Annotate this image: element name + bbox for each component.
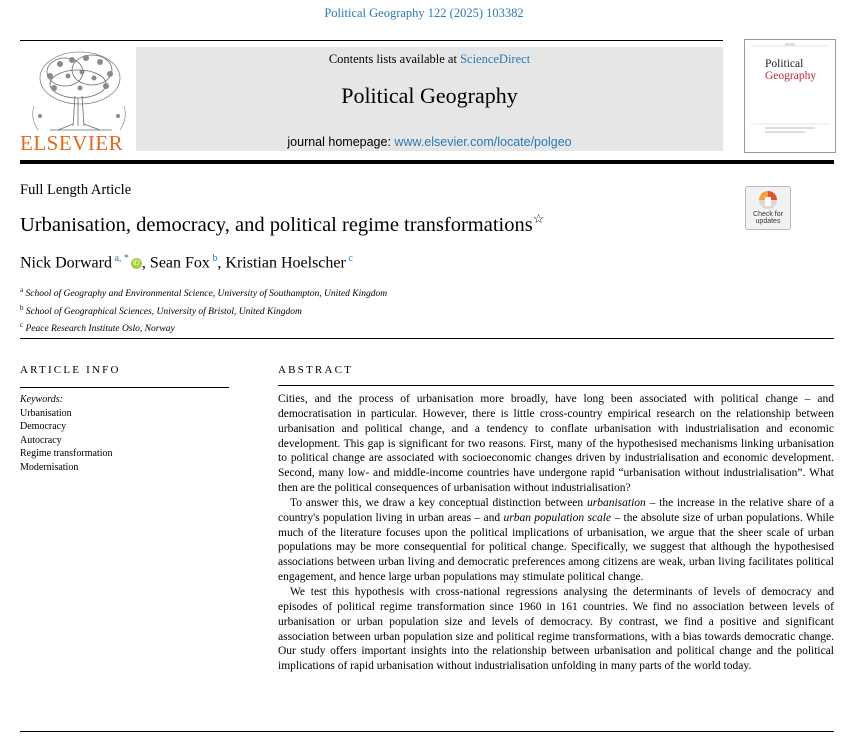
author-sup-text: b (212, 253, 218, 264)
keyword-item: Regime transformation (20, 448, 113, 459)
journal-title: Political Geography (341, 83, 518, 108)
elsevier-tree-logo (20, 46, 138, 134)
abstract-paragraph: Cities, and the process of urbanisation more broadly, have long been associated with political change – and democratisation in particular. However, there is little cross-country empirical research on the relationship between urbanisation and political change, and a tendency to conflate urbanisation with industrialisation and economic development. This gap is significant for two reasons. First, many of the hypothesised mechanisms linking urbanisation to political change are associated with socioeconomic changes driven by industrialisation and economic development. Second, many low- and middle-income countries have undergone rapid “urbanisation without industrialisation”. What then are the political consequences of urbanisation without industrialisation? (278, 393, 834, 495)
check-for-updates-badge[interactable] (745, 186, 791, 230)
article-info-heading: ARTICLE INFO (20, 364, 121, 376)
keyword-item: Democracy (20, 421, 67, 432)
title-footnote-mark[interactable]: ☆ (532, 211, 545, 226)
affiliation-text: School of Geography and Environmental Science, University of Southampton, United Kingdom (25, 289, 388, 300)
abstract-text: – the absolute size of urban populations. While much of the literature focuses upon the political implications of urbanisation, we argue that the sheer scale of urban populations may be more consequential for political change. Specifically, we suggest that although the hypothesised associations between urban living and democratic preferences among citizens are weak, urban living facilitates political engagement, and hence large urban populations may stimulate political change. (278, 511, 834, 584)
affiliation-item (20, 284, 387, 302)
journal-cover-thumbnail[interactable] (744, 39, 836, 153)
author-affil-sup[interactable] (112, 253, 129, 264)
author-sup-text: a, * (114, 253, 129, 264)
homepage-link[interactable]: www.elsevier.com/locate/polgeo (394, 135, 572, 149)
keyword-item: Urbanisation (20, 407, 72, 419)
badge-text (746, 211, 790, 225)
cover-title-line1: Political (765, 58, 804, 70)
sciencedirect-link[interactable]: ScienceDirect (460, 52, 531, 66)
cover-decoration (745, 40, 835, 152)
title-text: Urbanisation, democracy, and political regime transformations (20, 213, 533, 236)
affiliation-text: Peace Research Institute Oslo, Norway (25, 324, 175, 335)
article-info-rule (20, 387, 229, 388)
affiliation-sup: c (20, 321, 24, 330)
cover-title-line2: Geography (765, 70, 817, 82)
author-sup-text: c (348, 253, 353, 264)
contents-line (136, 52, 723, 67)
header-rule (20, 40, 723, 41)
updates-icon (746, 189, 790, 213)
journal-citation[interactable]: Political Geography 122 (2025) 103382 (324, 6, 524, 20)
abstract-paragraph: We test this hypothesis with cross-national regressions analysing the determinants of levels of democracy and episodes of political regime transformation since 1960 in 161 countries. We find no association between levels of urbanisation or urban population size and levels of democracy. By contrast, we find a positive and significant association between urban population size and political regime transformations, with a bias towards democratic change. Our study offers important insights into the relationship between urbanisation and political change and the political implications of rapid urbanisation without industrialisation unfolding in many parts of the world today. (278, 585, 834, 673)
author-name[interactable]: Nick Dorward (20, 254, 112, 272)
abstract-text: To answer this, we draw a key conceptual distinction between (290, 496, 587, 509)
author-name[interactable]: Sean Fox (149, 254, 210, 272)
keywords-label: Keywords: (20, 394, 63, 405)
abstract-text: – the increase in the relative share of a country's population living in urban areas – and (278, 496, 835, 524)
orcid-icon[interactable]: iD (131, 258, 142, 269)
badge-line2: updates (755, 218, 781, 225)
author-affil-sup[interactable] (346, 253, 353, 264)
keyword-item: Autocracy (20, 434, 62, 446)
keyword-item: Modernisation (20, 461, 79, 473)
author-list: Nick Dorward $^{a, *}$ iD , Sean Fox $^b$, Kristian Hoelscher $^c$ (20, 253, 353, 272)
section-rule (20, 338, 834, 339)
abstract-heading: ABSTRACT (278, 364, 354, 376)
cover-title (765, 58, 816, 82)
affiliation-sup: a (20, 286, 24, 294)
homepage-line (136, 135, 723, 149)
affiliation-sup: b (20, 303, 24, 312)
abstract-term: urbanisation (586, 496, 646, 509)
header-thick-rule (20, 160, 834, 164)
article-title (20, 211, 544, 237)
abstract-paragraph (278, 496, 834, 585)
badge-line1: Check for (753, 211, 783, 218)
homepage-prefix: journal homepage: (287, 135, 395, 149)
abstract-body (278, 392, 834, 674)
author-name[interactable]: Kristian Hoelscher (225, 254, 346, 272)
keywords-block (20, 393, 112, 474)
affiliation-item (20, 302, 387, 320)
contents-prefix: Contents lists available at (328, 52, 461, 66)
bottom-rule (20, 731, 834, 732)
elsevier-wordmark[interactable]: ELSEVIER (20, 131, 124, 155)
journal-banner (136, 47, 723, 151)
abstract-rule (278, 385, 834, 386)
affiliations (20, 284, 387, 337)
author-affil-sup[interactable] (210, 253, 218, 264)
affiliation-item (20, 319, 387, 337)
affiliation-text: School of Geographical Sciences, University of Bristol, United Kingdom (25, 306, 302, 317)
article-type: Full Length Article (20, 182, 132, 198)
abstract-term: urban population scale (503, 511, 612, 524)
